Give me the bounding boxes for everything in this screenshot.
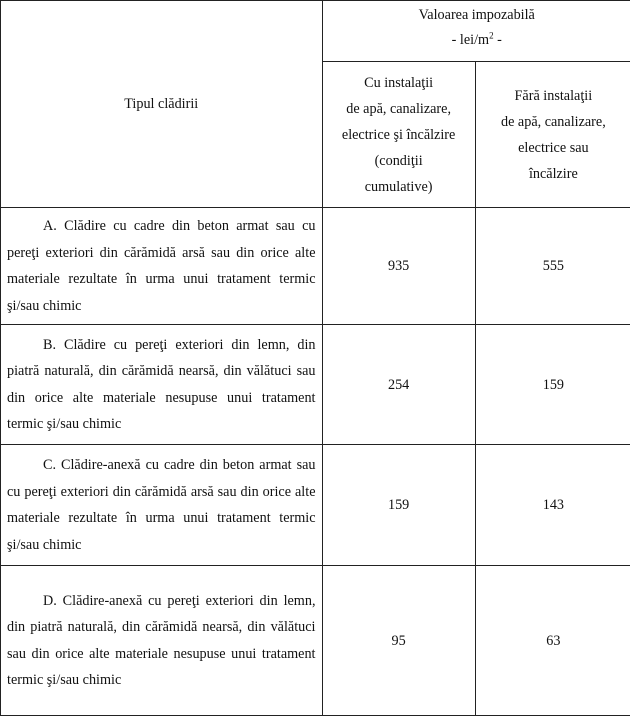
table-header-row [1,1,630,62]
table-row [1,325,630,445]
taxable-value-title: Valoarea impozabilă [323,3,630,28]
unit-label: - lei/$m^2$ - [323,28,630,53]
building-description: C. Clădire-anexă cu cadre din beton armat sau cu pereţi exteriori din cărămidă arsă sau din orice alte materiale rezultate în urma unui tratament termic şi/sau chimic [1,445,323,566]
value-without-installations: 143 [475,445,630,566]
value-without-installations: 555 [475,208,630,325]
value-without-installations: 63 [475,566,630,716]
table-row [1,208,630,325]
table-row [1,445,630,566]
taxable-value-header [322,1,630,62]
building-description: A. Clădire cu cadre din beton armat sau cu pereţi exteriori din cărămidă arsă sau din orice alte materiale rezultate în urma unui tratament termic şi/sau chimic [1,208,323,325]
building-description: D. Clădire-anexă cu pereţi exteriori din lemn, din piatră naturală, din cărămidă nearsă, din vălătuci sau din orice alte materiale nesupuse unui tratament termic şi/sau chimic [1,566,323,716]
with-installations-header: Cu instalaţii de apă, canalizare, electrice şi încălzire (condiţii cumulative) [322,62,475,208]
building-type-header: Tipul clădirii [1,1,323,208]
without-installations-header: Fără instalaţii de apă, canalizare, electrice sau încălzire [475,62,630,208]
table-row [1,566,630,716]
value-with-installations: 254 [322,325,475,445]
value-without-installations: 159 [475,325,630,445]
value-with-installations: 159 [322,445,475,566]
value-with-installations: 935 [322,208,475,325]
value-with-installations: 95 [322,566,475,716]
building-description: B. Clădire cu pereţi exteriori din lemn, din piatră naturală, din cărămidă nearsă, din vălătuci sau din orice alte materiale nesupuse unui tratament termic şi/sau chimic [1,325,323,445]
